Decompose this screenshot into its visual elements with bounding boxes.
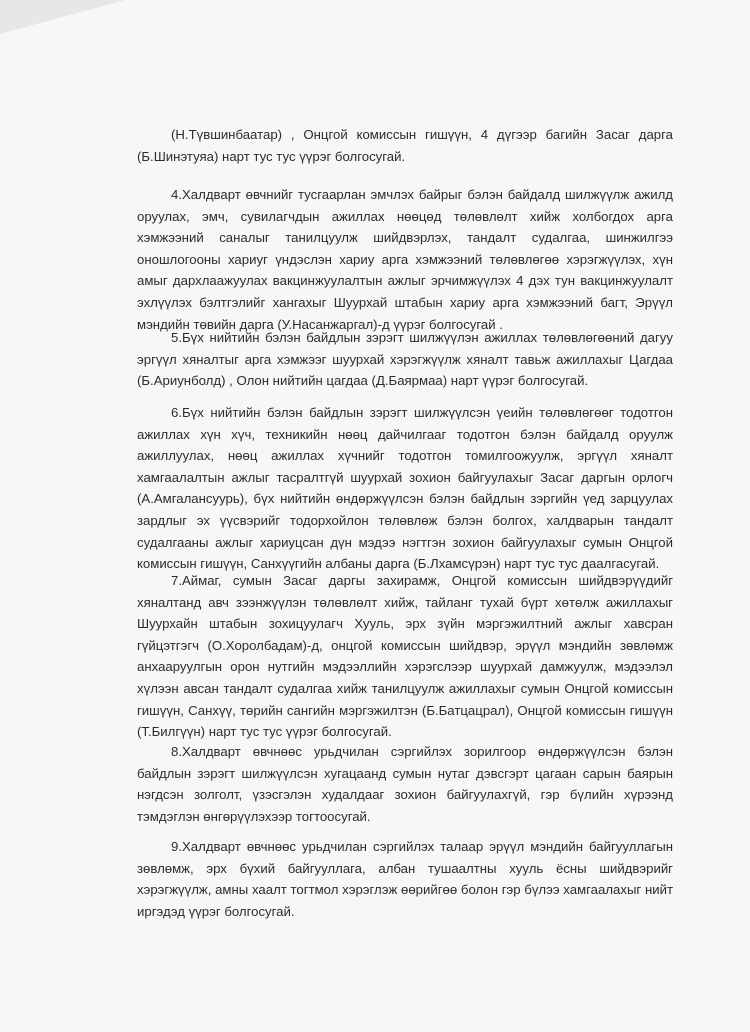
paragraph-continuation: (Н.Түвшинбаатар) , Онцгой комиссын гишүүн, 4 дүгээр багийн Засаг дарга (Б.Шинэтуяа) нарт тус тус үүрэг болгосугай. (137, 127, 673, 164)
paragraph-item-4: 4.Халдварт өвчнийг тусгаарлан эмчлэх байрыг бэлэн байдалд шилжүүлж ажилд оруулах, эмч, сувилагчдын ажиллах нөөцөд төлөвлөлт хийж холбогдох арга хэмжээний саналыг танилцуулж шийдвэрлэх, тандалт судалгаа, шинжилгээ оношлогооны хариуг үндэслэн хариу арга хэмжээний төлөвлөгөө хэрэгжүүлэх, хүн амыг дархлаажуулах вакцинжуулалтын ажлыг эрчимжүүлэх 4 дэх тун вакцинжуулалт эхлүүлэх бэлтгэлийг хангахыг Шуурхай штабын хариу арга хэмжээний багт, Эрүүл мэндийн төвийн дарга (У.Насанжаргал)-д үүрэг болгосугай . (137, 187, 673, 332)
paragraph-item-5: 5.Бүх нийтийн бэлэн байдлын зэрэгт шилжүүлэн ажиллах төлөвлөгөөний дагуу эргүүл хяналтыг арга хэмжээг шуурхай хэрэгжүүлж хяналт тавьж ажиллахыг Цагдаа (Б.Ариунболд) , Олон нийтийн цагдаа (Д.Баярмаа) нарт үүрэг болгосугай. (137, 330, 673, 389)
paragraph-item-7: 7.Аймаг, сумын Засаг даргы захирамж, Онцгой комиссын шийдвэрүүдийг хяналтанд авч зээнжүүлэн төлөвлөлт хийж, тайланг тухай бүрт хөтөлж ажиллахыг Шуурхайн штабын зохицуулагч Хууль, эрх зүйн мэргэжилтний ажлыг хавсран гүйцэтгэгч (О.Хоролбадам)-д, онцгой комиссын шийдвэр, эрүүл мэндийн зөвлөмж анхааруулгын орон нутгийн мэдээллийн хэрэгслээр шуурхай дамжуулж, мэдээлэл хүлээн авсан тандалт судалгаа хийж танилцуулж ажиллахыг сумын Онцгой комиссын гишүүн, Санхүү, төрийн сангийн мэргэжилтэн (Б.Батцацрал), Онцгой комиссын гишүүн (Т.Билгүүн) нарт тус тус үүрэг болгосугай. (137, 573, 673, 740)
paragraph-item-8: 8.Халдварт өвчнөөс урьдчилан сэргийлэх зорилгоор өндөржүүлсэн бэлэн байдлын зэрэгт шилжүүлсэн хугацаанд сумын нутаг дэвсгэрт цагаан сарын баярын нэгдсэн золголт, үзэсгэлэн худалдааг зохион байгуулахгүй, гэр бүлийн хүрээнд тэмдэглэн өнгөрүүлэхээр тогтоосугай. (137, 744, 673, 824)
page-fold-shadow (0, 0, 125, 34)
paragraph-item-6: 6.Бүх нийтийн бэлэн байдлын зэрэгт шилжүүлсэн үеийн төлөвлөгөөг тодотгон ажиллах хүн хүч, техникийн нөөц дайчилгааг тодотгон бэлэн байдалд оруулж ажиллуулах, нөөц ажиллах хүчнийг тодотгон томилгоожуулж, эргүүл хяналт хамгаалалтын ажлыг тасралтгүй шуурхай зохион байгуулахыг Засаг даргын орлогч (А.Амгалансуурь), бүх нийтийн өндөржүүлсэн бэлэн байдлын зэргийн үед зарцуулах зардлыг эх үүсвэрийг тодорхойлон төлөвлөж бэлэн болгох, халдварын тандалт судалгааны ажлыг хариуцсан дүн мэдээ нэгтгэн зохион байгуулахыг сумын Онцгой комиссын гишүүн, Санхүүгийн албаны дарга (Б.Лхамсүрэн) нарт тус тус даалгасугай. (137, 405, 673, 572)
paragraph-item-9: 9.Халдварт өвчнөөс урьдчилан сэргийлэх талаар эрүүл мэндийн байгууллагын зөвлөмж, эрх бүхий байгууллага, албан тушаалтны хууль ёсны шийдвэрийг хэрэгжүүлж, амны хаалт тогтмол хэрэглэж өөрийгөө болон гэр бүлээ хамгаалахыг нийт иргэдэд үүрэг болгосугай. (137, 839, 673, 919)
